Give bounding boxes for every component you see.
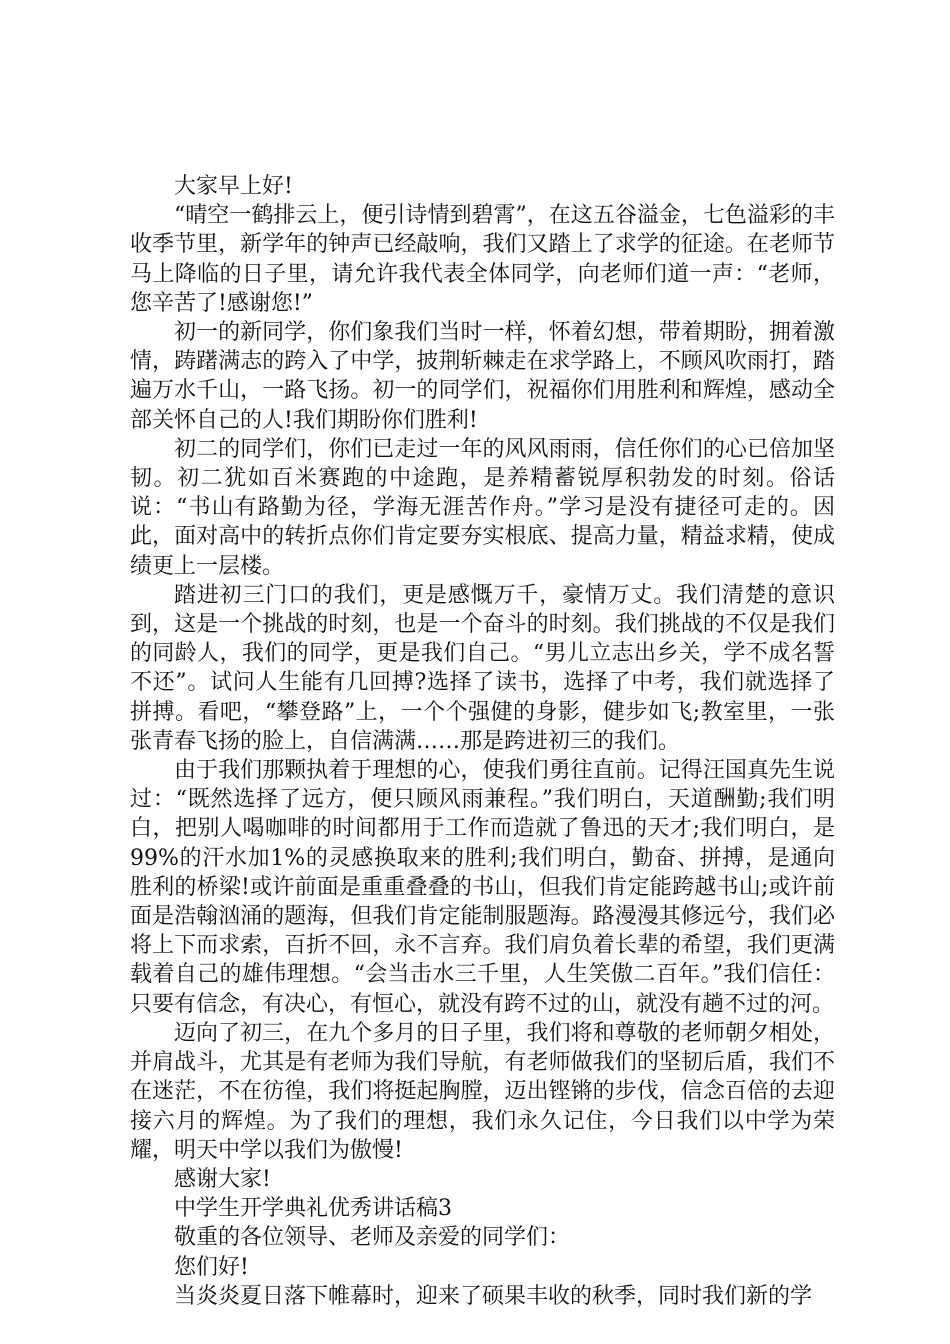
paragraph-opening: “晴空一鹤排云上，便引诗情到碧霄”，在这五谷溢金，七色溢彩的丰收季节里，新学年的钟声已经敲响，我们又踏上了求学的征途。在老师节马上降临的日子里，请允许我代表全体同学，向老师们道一声：“老师，您辛苦了!感谢您!” bbox=[130, 203, 835, 316]
paragraph-salutation: 敬重的各位领导、老师及亲爱的同学们： bbox=[174, 1225, 571, 1251]
section-heading: 中学生开学典礼优秀讲话稿3 bbox=[174, 1196, 452, 1222]
paragraph-thanks: 感谢大家! bbox=[174, 1166, 271, 1192]
paragraph-grade-three: 踏进初三门口的我们，更是感慨万千，豪情万丈。我们清楚的意识到，这是一个挑战的时刻，也是一个奋斗的时刻。我们挑战的不仅是我们的同龄人，我们的同学，更是我们自己。“男儿立志出乡关，学不成名誓不还”。试问人生能有几回搏?选择了读书，选择了中考，我们就选择了拼搏。看吧，“攀登路”上，一个个强健的身影，健步如飞;教室里，一张张青春飞扬的脸上，自信满满……那是跨进初三的我们。 bbox=[130, 582, 835, 754]
document-body bbox=[130, 172, 835, 1311]
paragraph-ideals: 由于我们那颗执着于理想的心，使我们勇往直前。记得汪国真先生说过：“既然选择了远方，便只顾风雨兼程。”我们明白，天道酬勤;我们明白，把别人喝咖啡的时间都用于工作而造就了鲁迅的天才;我们明白，是99%的汗水加1%的灵感换取来的胜利;我们明白，勤奋、拼搏，是通向胜利的桥梁!或许前面是重重叠叠的书山，但我们肯定能跨越书山;或许前面是浩翰汹涌的题海，但我们肯定能制服题海。路漫漫其修远兮，我们必将上下而求索，百折不回，永不言弃。我们肩负着长辈的希望，我们更满载着自己的雄伟理想。“会当击水三千里，人生笑傲二百年。”我们信任：只要有信念，有决心，有恒心，就没有跨不过的山，就没有趟不过的河。 bbox=[130, 758, 835, 1017]
paragraph-grade-two: 初二的同学们，你们已走过一年的风风雨雨，信任你们的心已倍加坚韧。初二犹如百米赛跑的中途跑，是养精蓄锐厚积勃发的时刻。俗话说：“书山有路勤为径，学海无涯苦作舟。”学习是没有捷径可走的。因此，面对高中的转折点你们肯定要夯实根底、提高力量，精益求精，使成绩更上一层楼。 bbox=[130, 436, 835, 579]
paragraph-greeting: 大家早上好! bbox=[174, 174, 293, 199]
paragraph-closing: 迈向了初三，在九个多月的日子里，我们将和尊敬的老师朝夕相处，并肩战斗，尤其是有老师为我们导航，有老师做我们的坚韧后盾，我们不在迷茫，不在彷徨，我们将挺起胸膛，迈出铿锵的步伐，信念百倍的去迎接六月的辉煌。为了我们的理想，我们永久记住，今日我们以中学为荣耀，明天中学以我们为傲慢! bbox=[130, 1020, 835, 1163]
paragraph-truncated: 当炎炎夏日落下帷幕时，迎来了硕果丰收的秋季，同时我们新的学 bbox=[174, 1283, 813, 1309]
paragraph-grade-one: 初一的新同学，你们象我们当时一样，怀着幻想，带着期盼，拥着激情，踌躇满志的跨入了中学，披荆斩棘走在求学路上，不顾风吹雨打，踏遍万水千山，一路飞扬。初一的同学们，祝福你们用胜利和辉煌，感动全部关怀自己的人!我们期盼你们胜利! bbox=[130, 320, 835, 433]
paragraph-hello: 您们好! bbox=[174, 1254, 249, 1280]
